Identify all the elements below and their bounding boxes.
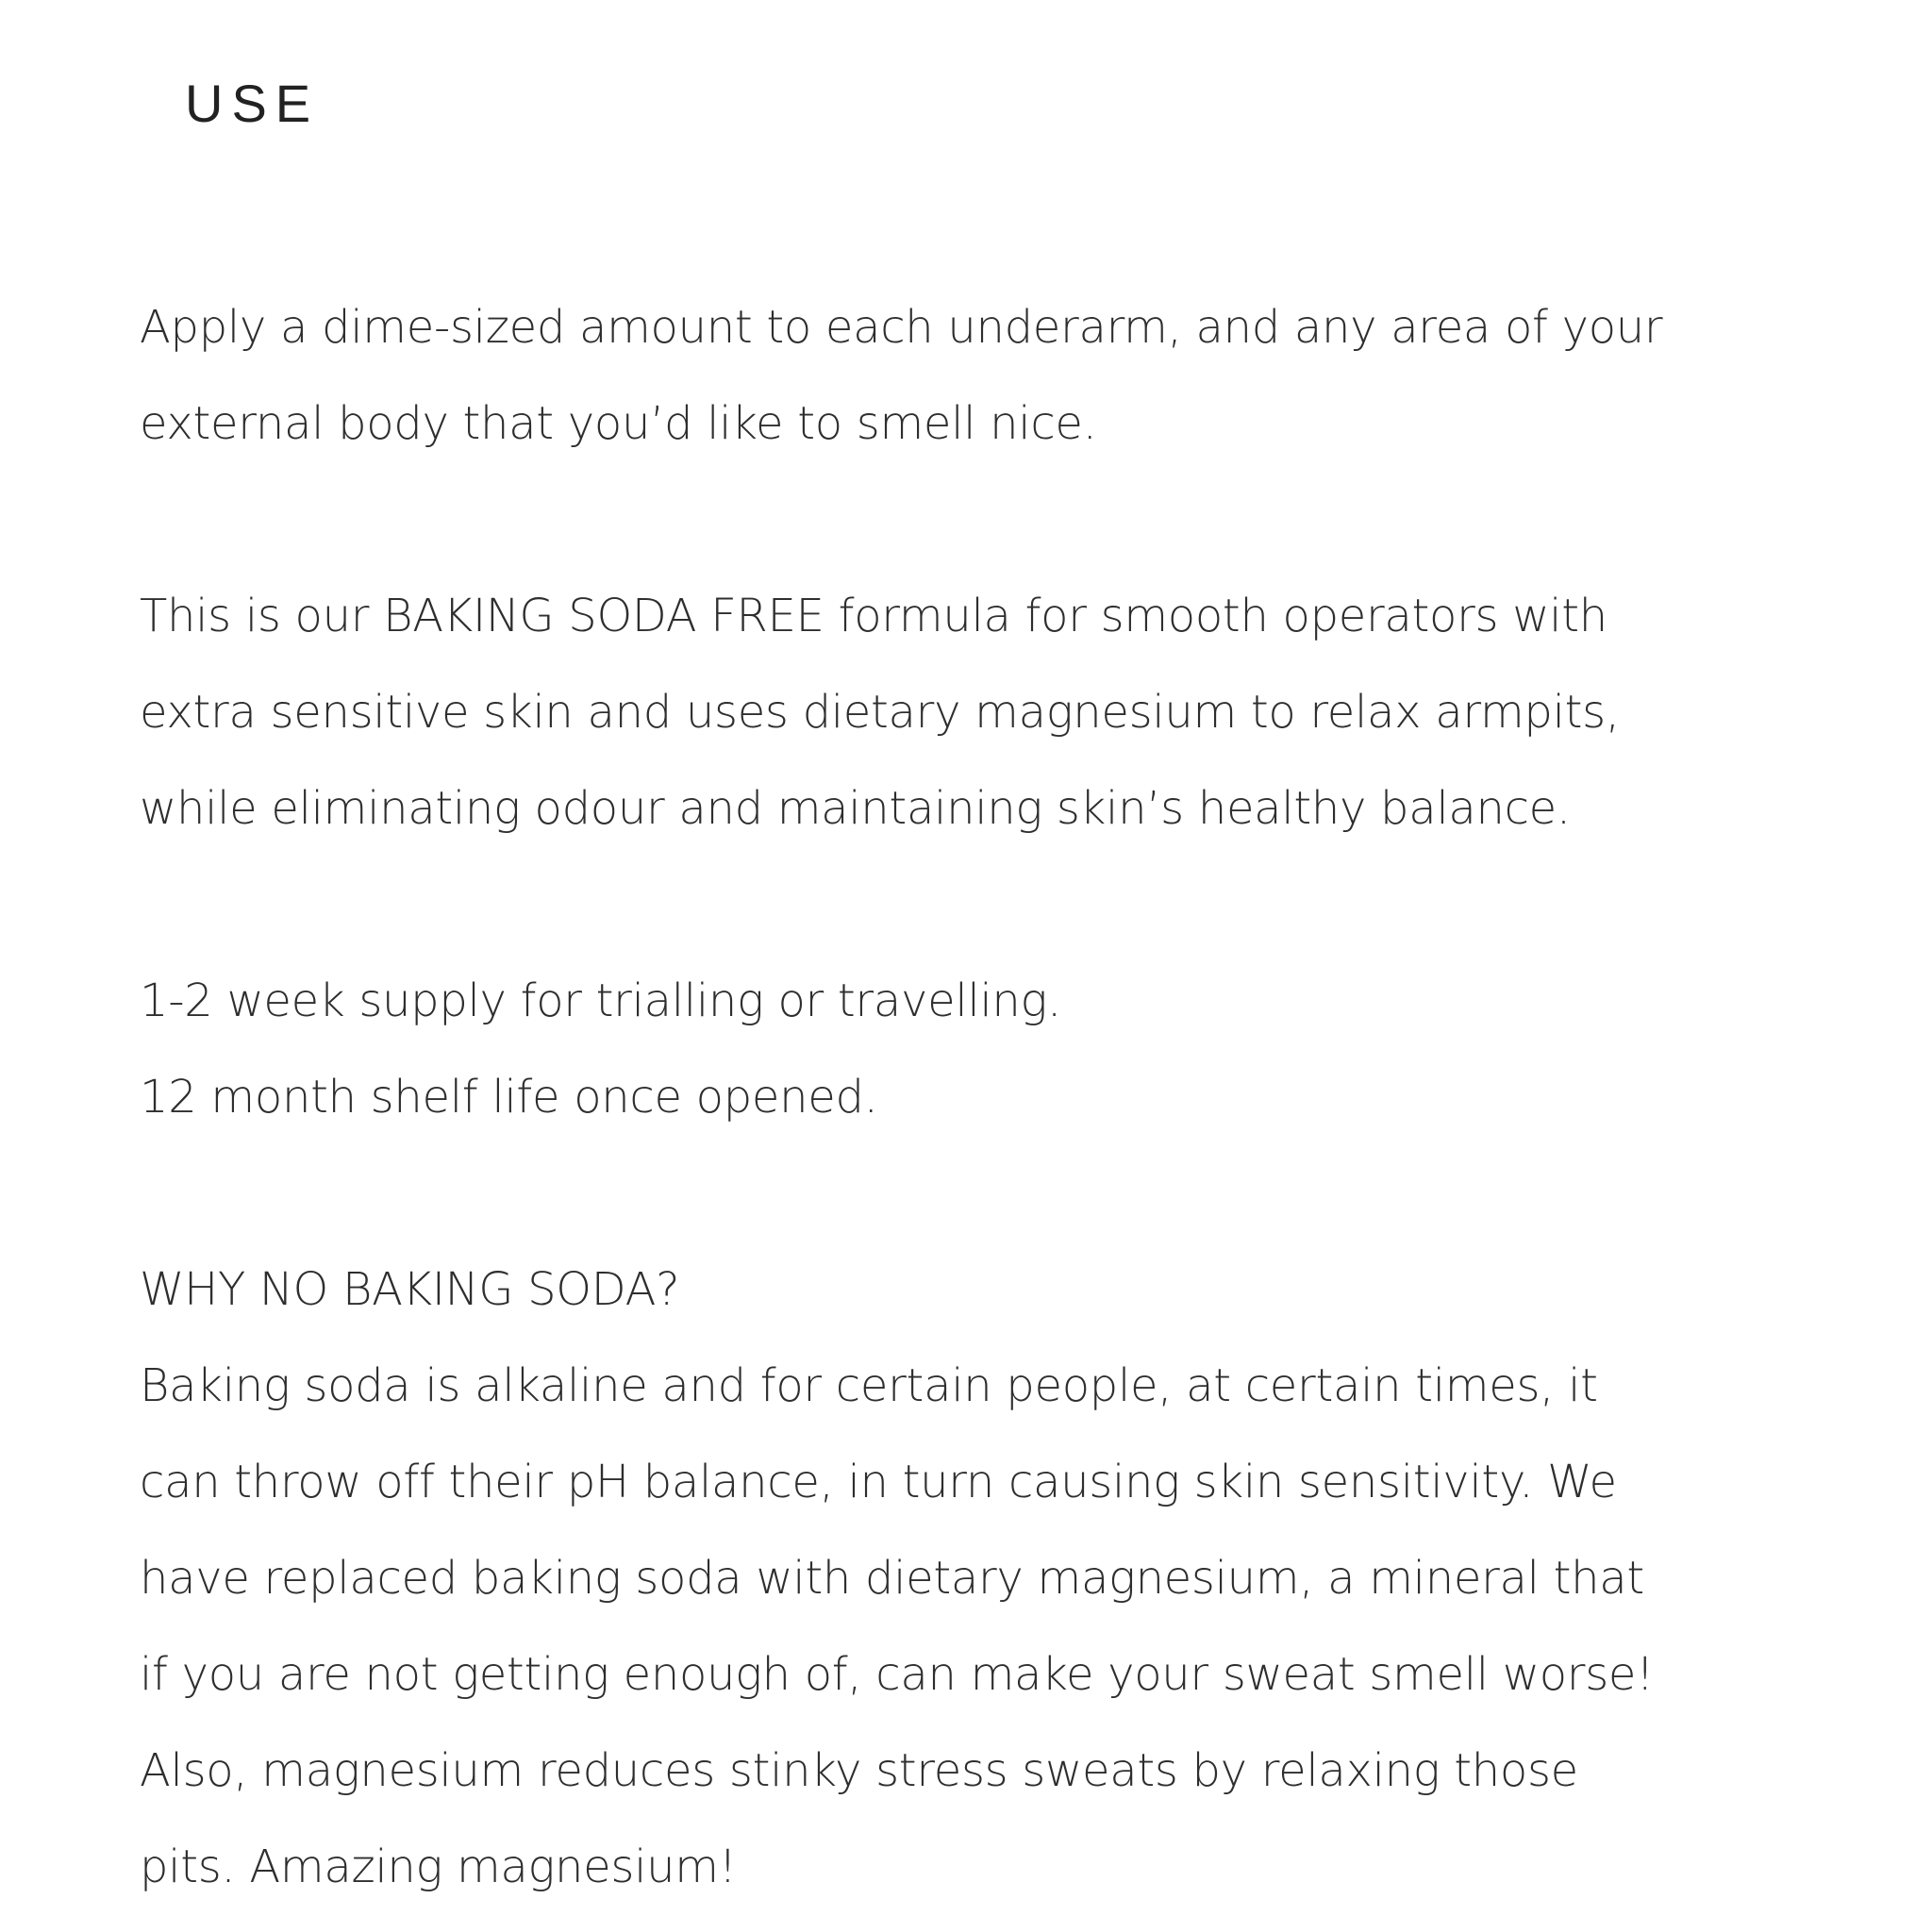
text-line: Also, magnesium reduces stinky stress sweats by relaxing those — [140, 1744, 1578, 1797]
application-paragraph — [140, 279, 1662, 472]
text-line: pits. Amazing magnesium! — [140, 1840, 737, 1893]
text-line: This is our BAKING SODA FREE formula for smooth operators with — [140, 590, 1607, 642]
text-line: can throw off their pH balance, in turn causing skin sensitivity. We — [140, 1456, 1617, 1508]
subheading-line: WHY NO BAKING SODA? — [140, 1263, 680, 1316]
text-line: 1-2 week supply for trialling or travelling. — [140, 974, 1062, 1027]
text-line: extra sensitive skin and uses dietary magnesium to relax armpits, — [140, 686, 1620, 739]
text-line: if you are not getting enough of, can make your sweat smell worse! — [140, 1648, 1655, 1701]
text-line: Baking soda is alkaline and for certain people, at certain times, it — [140, 1359, 1598, 1412]
text-line: while eliminating odour and maintaining skin’s healthy balance. — [140, 782, 1571, 835]
supply-paragraph — [140, 953, 1061, 1145]
text-line: Apply a dime-sized amount to each underarm, and any area of your — [140, 301, 1663, 354]
text-line: external body that you’d like to smell nice. — [140, 397, 1097, 450]
why-no-baking-soda-paragraph — [140, 1241, 1654, 1915]
section-heading: USE — [185, 74, 320, 133]
text-line: have replaced baking soda with dietary magnesium, a mineral that — [140, 1552, 1644, 1605]
text-line: 12 month shelf life once opened. — [140, 1071, 878, 1124]
formula-paragraph — [140, 568, 1620, 857]
